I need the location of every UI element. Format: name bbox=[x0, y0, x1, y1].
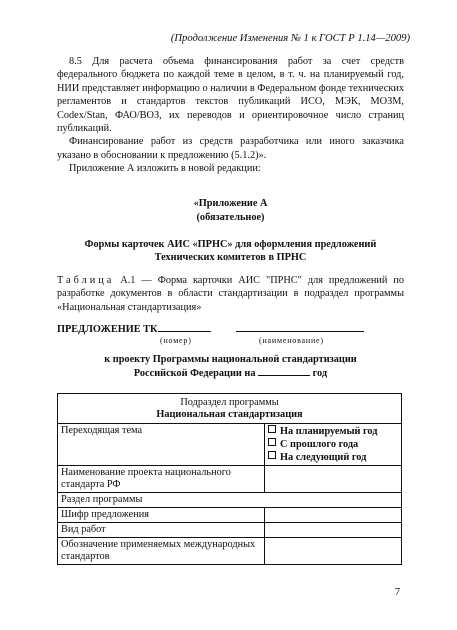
checkbox-icon bbox=[268, 451, 276, 459]
row-label-proposal-code: Шифр предложения bbox=[58, 508, 265, 523]
name-note: (наименование) bbox=[259, 336, 324, 345]
option-previous-year[interactable]: С прошлого года bbox=[268, 438, 398, 451]
project-title bbox=[57, 353, 404, 380]
table-row bbox=[58, 508, 402, 523]
appendix-title: «Приложение А bbox=[193, 198, 268, 209]
option-planned-year[interactable]: На планируемый год bbox=[268, 425, 398, 438]
options-cell bbox=[265, 424, 402, 466]
table-row bbox=[58, 523, 402, 538]
table-caption-text: А.1 — Форма карточки АИС "ПРНС" для предложений по разработке документов в области стандартизации в подраздел программы «Национальная стандартизация» bbox=[57, 275, 404, 313]
table-header-cell: Подраздел программы Национальная стандартизация bbox=[58, 394, 402, 424]
number-blank bbox=[158, 322, 211, 332]
body-text bbox=[57, 55, 404, 176]
forms-title-line2: Технических комитетов в ПРНС bbox=[154, 252, 307, 263]
table-caption-word: Таблица bbox=[57, 275, 115, 286]
paragraph-8-5: 8.5 Для расчета объема финансирования работ за счет средств федерального бюджета по каждой теме в целом, в т. ч. на планируемый год, НИИ представляет информацию о наличии в Федеральном фонде технических регламентов и стандартов текстов публикаций ИСО, МЭК, МОЗМ, Codex/Stan, ФАО/ВОЗ, их переводов и ориентировочное число страниц публикаций. bbox=[57, 56, 404, 135]
value-cell bbox=[265, 538, 402, 565]
row-label-intl-standards: Обозначение применяемых международных стандартов bbox=[58, 538, 265, 565]
forms-title-line1: Формы карточек АИС «ПРНС» для оформления предложений bbox=[84, 239, 377, 250]
running-header: (Продолжение Изменения № 1 к ГОСТ Р 1.14—2009) bbox=[170, 33, 410, 44]
row-label-program-section: Раздел программы bbox=[58, 493, 402, 508]
paragraph-financing: Финансирование работ из средств разработчика или иного заказчика указано в обосновании к предложению (5.1.2)». bbox=[57, 136, 404, 161]
value-cell bbox=[265, 508, 402, 523]
table-row bbox=[58, 493, 402, 508]
number-note: (номер) bbox=[160, 336, 192, 345]
checkbox-icon bbox=[268, 425, 276, 433]
value-cell bbox=[265, 466, 402, 493]
option-next-year[interactable]: На следующий год bbox=[268, 451, 398, 464]
proposal-form-table bbox=[57, 393, 402, 565]
project-line2: Российской Федерации на год bbox=[133, 367, 328, 379]
table-row bbox=[58, 538, 402, 565]
table-header-row bbox=[58, 394, 402, 424]
page-number: 7 bbox=[394, 587, 400, 598]
name-blank bbox=[236, 322, 364, 332]
proposal-line bbox=[57, 322, 404, 335]
year-blank bbox=[258, 367, 310, 376]
row-label-standard-name: Наименование проекта национального стандарта РФ bbox=[58, 466, 265, 493]
proposal-label: ПРЕДЛОЖЕНИЕ ТК bbox=[57, 324, 158, 335]
row-label-work-type: Вид работ bbox=[58, 523, 265, 538]
table-row bbox=[58, 466, 402, 493]
project-line1: к проекту Программы национальной стандартизации bbox=[104, 354, 357, 365]
value-cell bbox=[265, 523, 402, 538]
paragraph-appendix-intro: Приложение А изложить в новой редакции: bbox=[69, 163, 261, 175]
row-label-transitional-topic: Переходящая тема bbox=[58, 424, 265, 466]
table-row bbox=[58, 424, 402, 466]
appendix-status: (обязательное) bbox=[196, 212, 265, 223]
checkbox-icon bbox=[268, 438, 276, 446]
table-caption bbox=[57, 274, 404, 314]
